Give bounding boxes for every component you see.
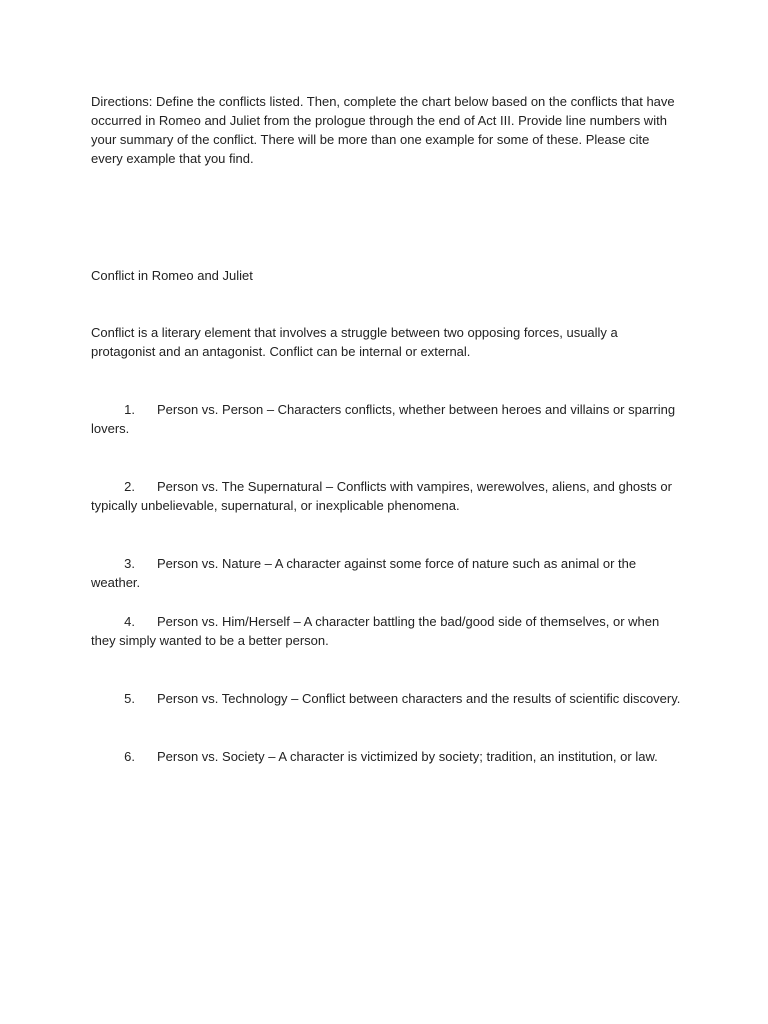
list-item-text: Person vs. The Supernatural – Conflicts with vampires, werewolves, aliens, and ghosts or typically unbelievable, supernatural, or inexplicable phenomena. (91, 479, 672, 513)
intro-paragraph: Conflict is a literary element that involves a struggle between two opposing forces, usually a protagonist and an antagonist. Conflict can be internal or external. (91, 325, 618, 359)
list-item-text: Person vs. Society – A character is victimized by society; tradition, an institution, or law. (157, 749, 658, 764)
list-item-number: 4. (124, 614, 135, 629)
list-item-number: 6. (124, 749, 135, 764)
section-heading: Conflict in Romeo and Juliet (91, 268, 253, 283)
list-item-number: 3. (124, 556, 135, 571)
list-item (91, 612, 681, 650)
list-item (91, 689, 681, 708)
list-item (91, 400, 681, 438)
list-item-number: 5. (124, 691, 135, 706)
list-item-text: Person vs. Person – Characters conflicts, whether between heroes and villains or sparring lovers. (91, 402, 676, 436)
list-item-text: Person vs. Nature – A character against some force of nature such as animal or the weather. (91, 556, 637, 590)
list-item (91, 477, 681, 515)
list-item-text: Person vs. Technology – Conflict between characters and the results of scientific discovery. (157, 691, 681, 706)
list-item-number: 1. (124, 402, 135, 417)
list-item-text: Person vs. Him/Herself – A character battling the bad/good side of themselves, or when they simply wanted to be a better person. (91, 614, 660, 648)
list-item (91, 747, 681, 766)
list-item (91, 554, 681, 592)
list-item-number: 2. (124, 479, 135, 494)
directions-paragraph: Directions: Define the conflicts listed. Then, complete the chart below based on the conflicts that have occurred in Romeo and Juliet from the prologue through the end of Act III. Provide line numbers with your summary of the conflict. There will be more than one example for some of these. Please cite every example that you find. (91, 94, 675, 166)
